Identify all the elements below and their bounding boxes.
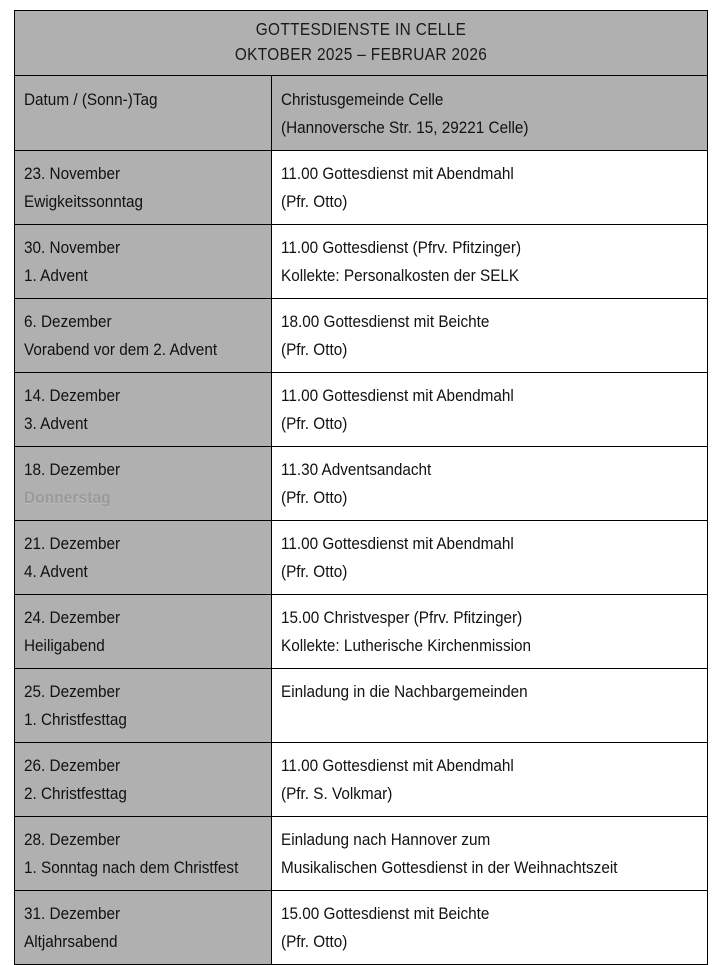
schedule-event-secondary: Musikalischen Gottesdienst in der Weihnachtszeit <box>281 858 618 877</box>
schedule-date-body <box>15 669 271 742</box>
schedule-date-day: 28. Dezember <box>24 830 121 849</box>
schedule-event-body <box>272 521 707 594</box>
schedule-event-secondary: Kollekte: Lutherische Kirchenmission <box>281 636 532 655</box>
schedule-date-cell <box>15 817 272 891</box>
table-title-cell <box>15 11 708 76</box>
schedule-date-cell <box>15 447 272 521</box>
schedule-event-cell <box>272 299 708 373</box>
schedule-date-body <box>15 521 271 594</box>
schedule-date-cell <box>15 595 272 669</box>
schedule-event-secondary: (Pfr. Otto) <box>281 932 348 951</box>
schedule-event-secondary: (Pfr. Otto) <box>281 414 348 433</box>
schedule-event-cell <box>272 669 708 743</box>
table-row <box>15 151 708 225</box>
schedule-event-secondary: (Pfr. S. Volkmar) <box>281 784 393 803</box>
schedule-event-cell <box>272 151 708 225</box>
table-row <box>15 669 708 743</box>
schedule-date-occasion: Vorabend vor dem 2. Advent <box>24 340 218 359</box>
schedule-event-cell <box>272 447 708 521</box>
table-row <box>15 225 708 299</box>
column-header-date-body <box>15 76 271 150</box>
schedule-event-secondary <box>281 706 664 734</box>
schedule-date-occasion: 1. Advent <box>24 266 88 285</box>
schedule-date-occasion: 1. Christfesttag <box>24 710 127 729</box>
schedule-date-cell <box>15 373 272 447</box>
schedule-date-body <box>15 891 271 964</box>
table-row <box>15 447 708 521</box>
page-title-line-2: OKTOBER 2025 – FEBRUAR 2026 <box>234 44 488 64</box>
schedule-date-cell <box>15 891 272 965</box>
schedule-event-body <box>272 817 707 890</box>
schedule-date-occasion: Ewigkeitssonntag <box>24 192 144 211</box>
schedule-event-body <box>272 299 707 372</box>
table-row <box>15 299 708 373</box>
schedule-date-cell <box>15 521 272 595</box>
schedule-event-primary: 11.00 Gottesdienst mit Abendmahl <box>281 534 514 553</box>
schedule-event-primary: 11.00 Gottesdienst mit Abendmahl <box>281 756 514 775</box>
schedule-date-cell <box>15 225 272 299</box>
schedule-date-occasion: 1. Sonntag nach dem Christfest <box>24 858 239 877</box>
table-column-header-row <box>15 76 708 151</box>
schedule-event-primary: 15.00 Christvesper (Pfrv. Pfitzinger) <box>281 608 523 627</box>
schedule-date-occasion: Altjahrsabend <box>24 932 118 951</box>
table-row <box>15 373 708 447</box>
schedule-event-cell <box>272 373 708 447</box>
schedule-event-secondary: (Pfr. Otto) <box>281 562 348 581</box>
schedule-date-body <box>15 299 271 372</box>
schedule-event-primary: Einladung nach Hannover zum <box>281 830 491 849</box>
schedule-event-body <box>272 373 707 446</box>
column-header-congregation-cell <box>272 76 708 151</box>
schedule-date-day: 21. Dezember <box>24 534 121 553</box>
schedule-date-day: 14. Dezember <box>24 386 121 405</box>
schedule-date-occasion: Donnerstag <box>24 488 111 507</box>
column-header-date-cell <box>15 76 272 151</box>
schedule-event-cell <box>272 595 708 669</box>
column-header-date-line-1: Datum / (Sonn-)Tag <box>24 90 158 109</box>
schedule-event-body <box>272 225 707 298</box>
schedule-date-day: 26. Dezember <box>24 756 121 775</box>
schedule-event-primary: Einladung in die Nachbargemeinden <box>281 682 528 701</box>
column-header-congregation-name: Christusgemeinde Celle <box>281 90 444 109</box>
schedule-date-body <box>15 151 271 224</box>
schedule-event-primary: 11.30 Adventsandacht <box>281 460 432 479</box>
schedule-event-secondary: (Pfr. Otto) <box>281 192 348 211</box>
schedule-date-body <box>15 447 271 520</box>
schedule-event-cell <box>272 891 708 965</box>
schedule-date-body <box>15 225 271 298</box>
table-row <box>15 595 708 669</box>
service-schedule-table <box>14 10 708 965</box>
schedule-event-secondary: (Pfr. Otto) <box>281 488 348 507</box>
schedule-event-cell <box>272 225 708 299</box>
schedule-event-body <box>272 447 707 520</box>
table-row <box>15 743 708 817</box>
schedule-date-occasion: 3. Advent <box>24 414 88 433</box>
schedule-event-primary: 11.00 Gottesdienst mit Abendmahl <box>281 386 514 405</box>
schedule-date-day: 25. Dezember <box>24 682 121 701</box>
page-title-line-1: GOTTESDIENSTE IN CELLE <box>255 19 467 39</box>
schedule-date-cell <box>15 669 272 743</box>
schedule-date-day: 31. Dezember <box>24 904 121 923</box>
table-title-row <box>15 11 708 76</box>
table-row <box>15 891 708 965</box>
schedule-event-primary: 11.00 Gottesdienst mit Abendmahl <box>281 164 514 183</box>
schedule-event-cell <box>272 521 708 595</box>
schedule-event-body <box>272 595 707 668</box>
schedule-date-day: 23. November <box>24 164 121 183</box>
schedule-date-day: 6. Dezember <box>24 312 112 331</box>
schedule-event-body <box>272 891 707 964</box>
column-header-date-line-2 <box>24 114 246 142</box>
schedule-date-day: 18. Dezember <box>24 460 121 479</box>
schedule-date-day: 24. Dezember <box>24 608 121 627</box>
schedule-date-occasion: Heiligabend <box>24 636 105 655</box>
schedule-event-secondary: (Pfr. Otto) <box>281 340 348 359</box>
schedule-date-day: 30. November <box>24 238 121 257</box>
table-row <box>15 521 708 595</box>
schedule-event-cell <box>272 817 708 891</box>
schedule-event-primary: 15.00 Gottesdienst mit Beichte <box>281 904 490 923</box>
schedule-date-body <box>15 743 271 816</box>
schedule-date-occasion: 2. Christfesttag <box>24 784 127 803</box>
schedule-date-occasion: 4. Advent <box>24 562 88 581</box>
schedule-event-body <box>272 669 707 742</box>
schedule-event-primary: 18.00 Gottesdienst mit Beichte <box>281 312 490 331</box>
schedule-event-primary: 11.00 Gottesdienst (Pfrv. Pfitzinger) <box>281 238 522 257</box>
schedule-event-body <box>272 743 707 816</box>
table-row <box>15 817 708 891</box>
schedule-event-body <box>272 151 707 224</box>
schedule-event-cell <box>272 743 708 817</box>
schedule-date-body <box>15 595 271 668</box>
schedule-date-body <box>15 373 271 446</box>
table-title-inner <box>15 11 707 75</box>
schedule-date-cell <box>15 743 272 817</box>
schedule-date-cell <box>15 299 272 373</box>
column-header-congregation-body <box>272 76 707 150</box>
column-header-congregation-address: (Hannoversche Str. 15, 29221 Celle) <box>281 118 529 137</box>
schedule-date-cell <box>15 151 272 225</box>
schedule-table-body <box>15 11 708 965</box>
schedule-date-body <box>15 817 271 890</box>
schedule-event-secondary: Kollekte: Personalkosten der SELK <box>281 266 520 285</box>
